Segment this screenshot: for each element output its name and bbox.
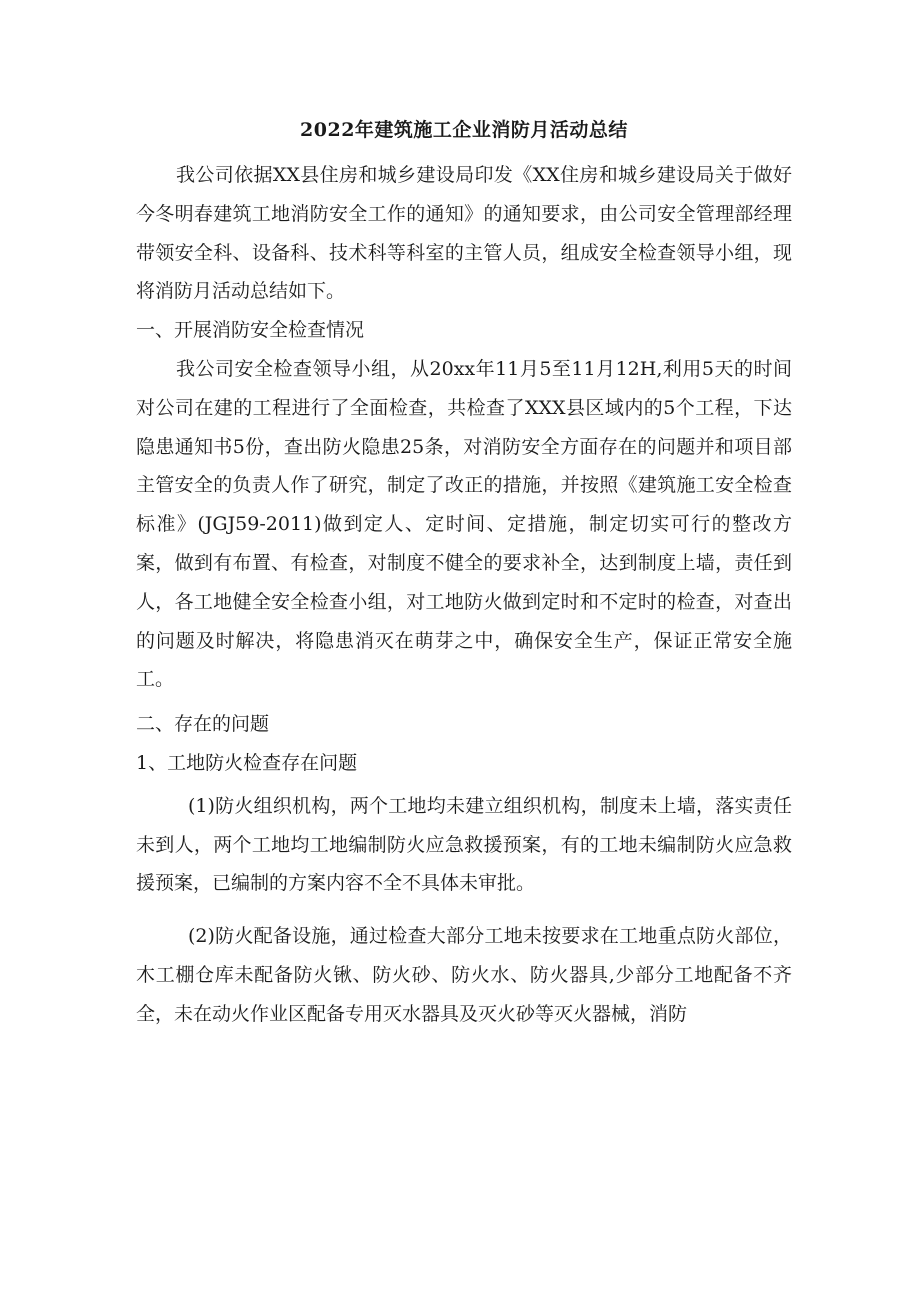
section-2-heading: 二、存在的问题 — [136, 713, 270, 736]
section-2-sub-1-heading: 1、工地防火检查存在问题 — [136, 751, 358, 774]
list-item: (1)防火组织机构，两个工地均未建立组织机构，制度未上墙，落实责任未到人，两个工地均工地编制防火应急救援预案，有的工地未编制防火应急救援预案，已编制的方案内容不全不具体未审批。 — [136, 794, 792, 895]
section-1-paragraph: 我公司安全检查领导小组，从20xx年11月5至11月12H,利用5天的时间对公司在建的工程进行了全面检查，共检查了XXX县区域内的5个工程，下达隐患通知书5份，查出防火隐患25条，对消防安全方面存在的问题并和项目部主管安全的负责人作了研究，制定了改正的措施，并按照《建筑施工安全检查标准》(JGJ59-2011)做到定人、定时间、定措施，制定切实可行的整改方案，做到有布置、有检查，对制度不健全的要求补全，达到制度上墙，责任到人，各工地健全安全检查小组，对工地防火做到定时和不定时的检查，对查出的问题及时解决，将隐患消灭在萌芽之中，确保安全生产，保证正常安全施工。 — [136, 357, 792, 691]
list-item: (2)防火配备设施，通过检查大部分工地未按要求在工地重点防火部位，木工棚仓库未配备防火锹、防火砂、防火水、防火器具,少部分工地配备不齐全，未在动火作业区配备专用灭水器具及灭火砂等灭火器械，消防 — [136, 925, 792, 1025]
intro-paragraph: 我公司依据XX县住房和城乡建设局印发《XX住房和城乡建设局关于做好今冬明春建筑工地消防安全工作的通知》的通知要求，由公司安全管理部经理带领安全科、设备科、技术科等科室的主管人员，组成安全检查领导小组，现将消防月活动总结如下。 — [136, 164, 792, 303]
document-page — [136, 110, 792, 1034]
document-title: 2022年建筑施工企业消防月活动总结 — [300, 119, 628, 141]
section-1-heading: 一、开展消防安全检查情况 — [136, 319, 365, 342]
